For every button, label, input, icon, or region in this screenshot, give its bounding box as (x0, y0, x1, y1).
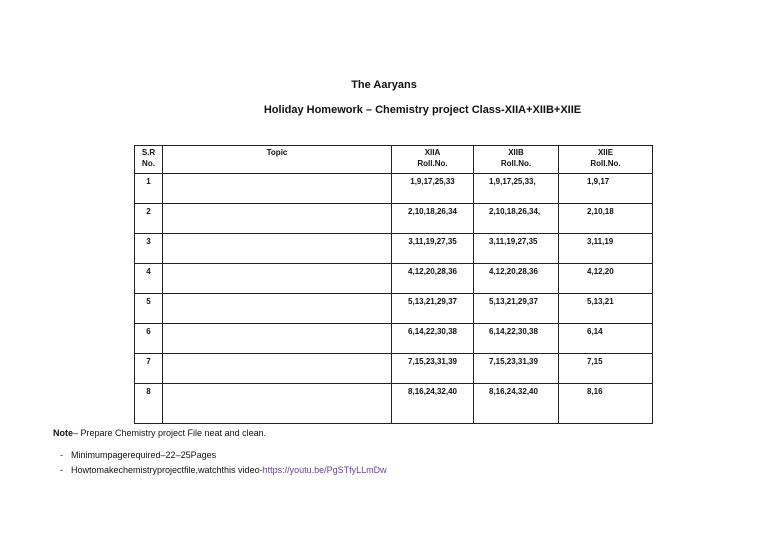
note-text: – Prepare Chemistry project File neat and clean. (73, 428, 267, 438)
header-xiib-line2: Roll.No. (500, 159, 532, 168)
cell-xiib: 3,11,19,27,35 (474, 234, 559, 264)
cell-xiib: 1,9,17,25,33, (474, 174, 559, 204)
document-title: Holiday Homework – Chemistry project Class-XIIA+XIIB+XIIE (263, 104, 582, 116)
cell-xiib: 5,13,21,29,37 (474, 294, 559, 324)
cell-sr: 8 (135, 384, 163, 424)
header-sr-no (135, 146, 163, 174)
note-label: Note (53, 428, 73, 438)
cell-xiia: 8,16,24,32,40 (392, 384, 474, 424)
table-row (135, 384, 653, 424)
header-xiib-line1: XIIB (508, 148, 524, 157)
min-pages-text: Minimumpagerequired–22–25Pages (71, 450, 217, 460)
list-item (60, 463, 387, 478)
cell-xiia: 1,9,17,25,33 (392, 174, 474, 204)
school-name: The Aaryans (351, 79, 417, 91)
header-xiie-line1: XIIE (597, 148, 614, 157)
youtube-link[interactable]: https://youtu.be/PgSTfyLLmDw (262, 465, 387, 475)
header-xiie (559, 146, 653, 174)
header-sr-line2: No. (142, 159, 155, 168)
table-header-row (135, 146, 653, 174)
video-instruction-text: Howtomakechemistryprojectfile,watchthis video- (71, 465, 263, 475)
cell-xiib: 4,12,20,28,36 (474, 264, 559, 294)
header-xiie-line2: Roll.No. (590, 159, 621, 168)
cell-topic (163, 264, 392, 294)
cell-xiib: 8,16,24,32,40 (474, 384, 559, 424)
table-row (135, 294, 653, 324)
header-xiib (474, 146, 559, 174)
header-xiia-line1: XIIA (424, 148, 441, 157)
list-item (60, 448, 387, 463)
cell-topic (163, 324, 392, 354)
table-row (135, 324, 653, 354)
cell-xiia: 3,11,19,27,35 (392, 234, 474, 264)
cell-xiia: 4,12,20,28,36 (392, 264, 474, 294)
cell-xiie: 5,13,21 (559, 294, 653, 324)
cell-topic (163, 234, 392, 264)
cell-xiie: 4,12,20 (559, 264, 653, 294)
cell-topic (163, 204, 392, 234)
table-row (135, 174, 653, 204)
cell-topic (163, 354, 392, 384)
cell-sr: 7 (135, 354, 163, 384)
table-row (135, 204, 653, 234)
cell-sr: 5 (135, 294, 163, 324)
cell-xiib: 7,15,23,31,39 (474, 354, 559, 384)
instructions-list (60, 448, 387, 478)
cell-xiie: 2,10,18 (559, 204, 653, 234)
cell-xiib: 6,14,22,30,38 (474, 324, 559, 354)
header-topic: Topic (163, 146, 392, 174)
cell-sr: 4 (135, 264, 163, 294)
cell-sr: 2 (135, 204, 163, 234)
cell-topic (163, 384, 392, 424)
header-sr-line1: S.R (141, 148, 156, 157)
header-xiia (392, 146, 474, 174)
table-row (135, 234, 653, 264)
cell-xiie: 3,11,19 (559, 234, 653, 264)
cell-topic (163, 294, 392, 324)
cell-xiie: 7,15 (559, 354, 653, 384)
cell-xiia: 2,10,18,26,34 (392, 204, 474, 234)
cell-sr: 6 (135, 324, 163, 354)
cell-sr: 3 (135, 234, 163, 264)
cell-topic (163, 174, 392, 204)
header-xiia-line2: Roll.No. (417, 159, 448, 168)
note-paragraph (53, 428, 266, 438)
table-row (135, 264, 653, 294)
cell-xiie: 8,16 (559, 384, 653, 424)
roll-number-table (134, 145, 653, 424)
list-dash: - (60, 465, 63, 475)
cell-sr: 1 (135, 174, 163, 204)
cell-xiia: 5,13,21,29,37 (392, 294, 474, 324)
cell-xiia: 7,15,23,31,39 (392, 354, 474, 384)
list-dash: - (60, 450, 63, 460)
cell-xiie: 1,9,17 (559, 174, 653, 204)
cell-xiie: 6,14 (559, 324, 653, 354)
cell-xiia: 6,14,22,30,38 (392, 324, 474, 354)
cell-xiib: 2,10,18,26,34, (474, 204, 559, 234)
table-row (135, 354, 653, 384)
